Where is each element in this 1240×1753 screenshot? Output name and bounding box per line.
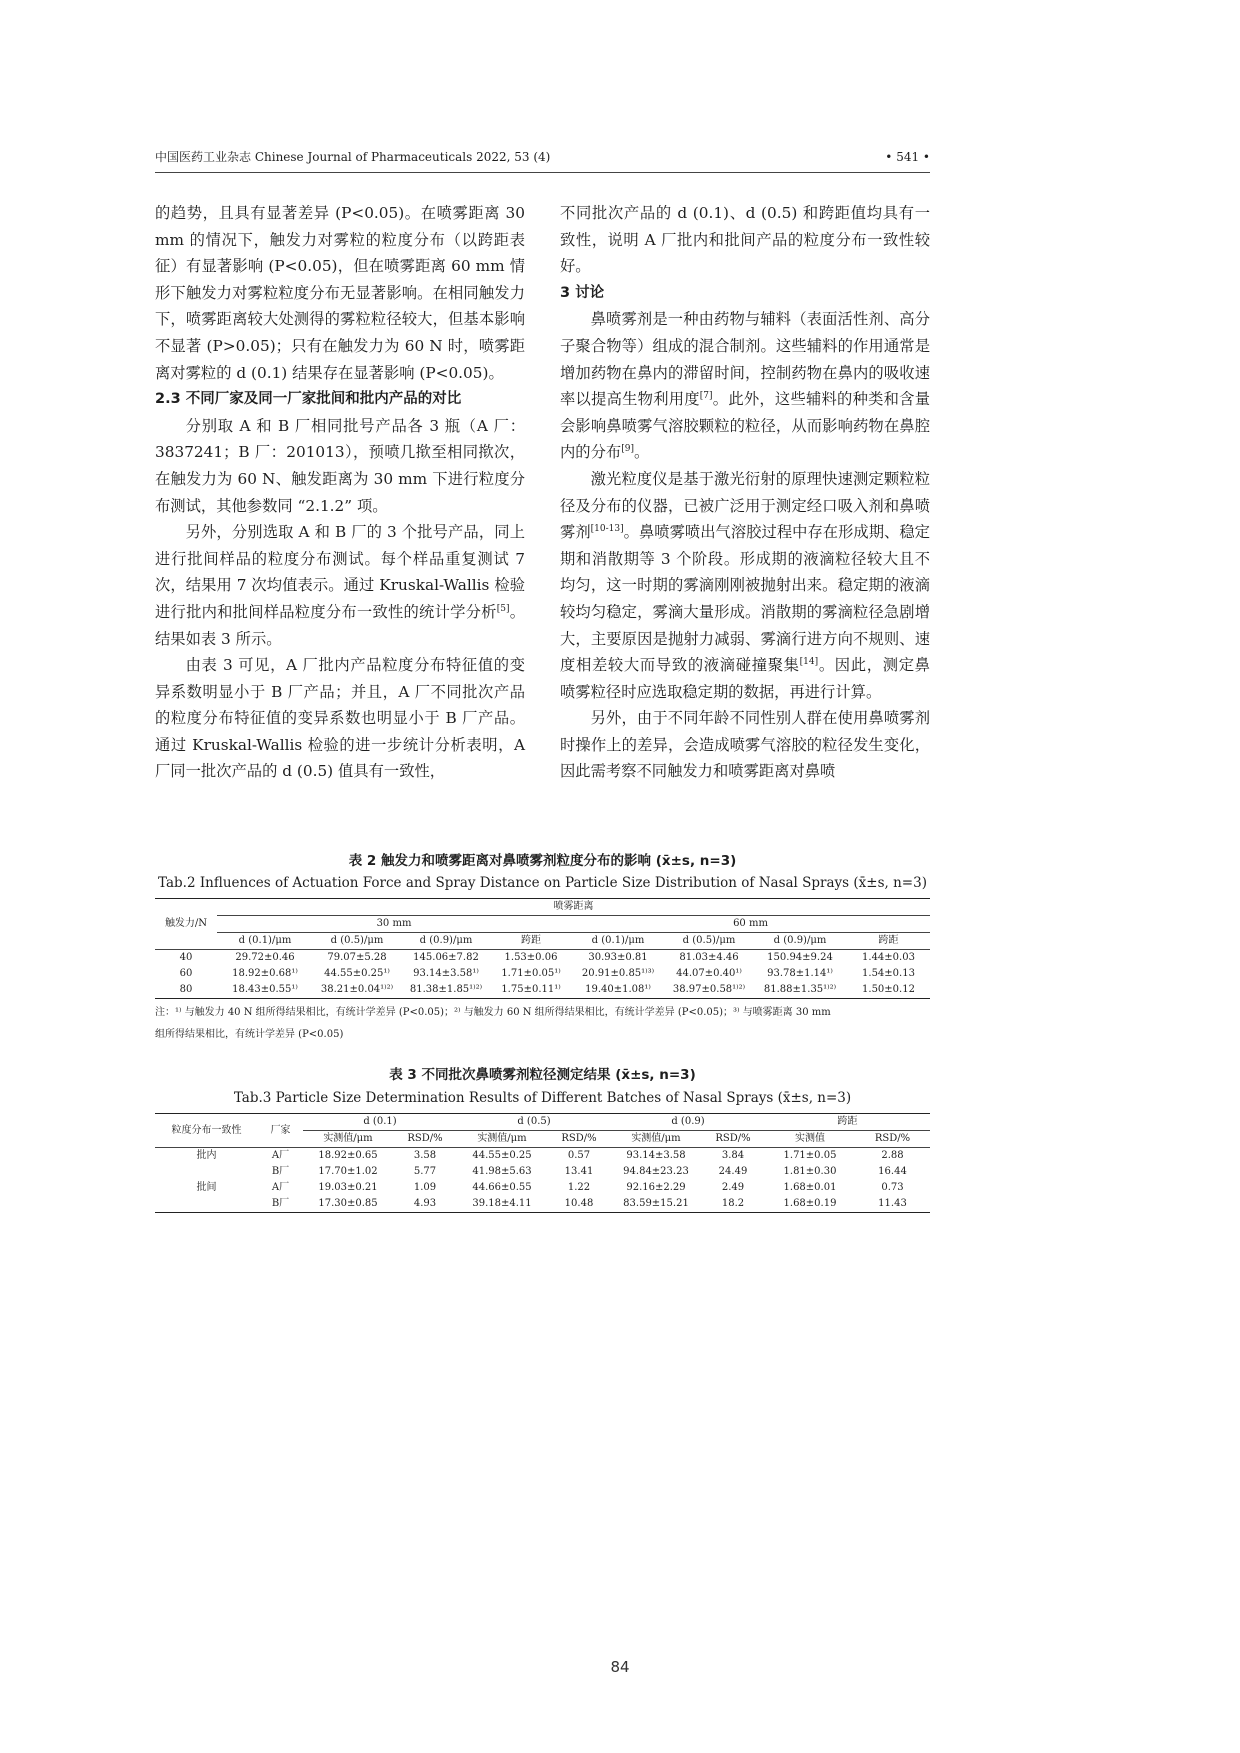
- table3-subheader: 实测值: [765, 1131, 855, 1148]
- table3-title-cn: 表 3 不同批次鼻喷雾剂粒径测定结果 (x̄±s, n=3): [389, 1067, 696, 1083]
- table-cell: 81.03±4.46: [679, 952, 739, 963]
- table-cell: 1.44±0.03: [862, 952, 915, 963]
- table-row: [155, 1164, 930, 1180]
- citation-ref: [5]: [496, 603, 510, 614]
- table3-group-span: 跨距: [765, 1114, 930, 1131]
- table-cell: 批内: [196, 1150, 217, 1161]
- table-cell: 16.44: [878, 1166, 907, 1177]
- journal-citation: 中国医药工业杂志 Chinese Journal of Pharmaceuticals 2022, 53 (4): [155, 150, 551, 164]
- table-cell: 3.58: [413, 1150, 437, 1161]
- table-cell: 1.53±0.06: [504, 952, 558, 963]
- table-cell: 93.78±1.14¹⁾: [767, 968, 833, 979]
- table-cell: 1.09: [413, 1182, 437, 1193]
- table-cell: 4.93: [393, 1196, 457, 1213]
- table-cell: 93.14±3.58¹⁾: [413, 968, 479, 979]
- table-cell: 40: [179, 952, 193, 963]
- table3-group-d05: d (0.5): [457, 1114, 611, 1131]
- table-cell: 11.43: [855, 1196, 930, 1213]
- table2-subheader: 跨距: [491, 933, 571, 950]
- table-cell: 81.38±1.85¹⁾²⁾: [401, 982, 491, 999]
- left-column: [155, 200, 525, 785]
- table2: [155, 898, 930, 999]
- table2-note: [155, 1002, 930, 1046]
- table-cell: 1.75±0.11¹⁾: [491, 982, 571, 999]
- right-paragraph-3-text: 激光粒度仪是基于激光衍射的原理快速测定颗粒粒径及分布的仪器，已被广泛用于测定经口吸入剂和鼻喷雾剂: [560, 469, 930, 542]
- table-cell: 批间: [196, 1182, 217, 1193]
- table3-title-en: Tab.3 Particle Size Determination Results of Different Batches of Nasal Sprays (x̄±s, n=3): [233, 1090, 852, 1106]
- table-row: [155, 1148, 930, 1165]
- table-cell: 1.54±0.13: [862, 968, 915, 979]
- table-cell: 1.71±0.05¹⁾: [501, 968, 561, 979]
- table3-header-consistency: 粒度分布一致性: [155, 1114, 258, 1148]
- right-paragraph-3: [560, 466, 930, 705]
- table-cell: 83.59±15.21: [611, 1196, 701, 1213]
- right-paragraph-1: 不同批次产品的 d (0.1)、d (0.5) 和跨距值均具有一致性，说明 A 厂批内和批间产品的粒度分布一致性较好。: [560, 204, 930, 276]
- table-cell: 5.77: [413, 1166, 437, 1177]
- table-cell: 3.84: [721, 1150, 745, 1161]
- table-cell: 92.16±2.29: [626, 1182, 686, 1193]
- table-cell: 1.50±0.12: [847, 982, 930, 999]
- table-cell: 18.2: [701, 1196, 765, 1213]
- table2-header-force: 触发力/N: [155, 899, 217, 950]
- table-cell: A厂: [271, 1150, 290, 1161]
- table-cell: 44.55±0.25: [472, 1150, 532, 1161]
- journal-page-number: • 541 •: [885, 150, 930, 164]
- table2-subheader: 跨距: [847, 933, 930, 950]
- table3-subheader: 实测值/μm: [303, 1131, 393, 1148]
- table-cell: [155, 1196, 258, 1213]
- table-cell: 0.73: [881, 1182, 904, 1193]
- table3-group-d09: d (0.9): [611, 1114, 765, 1131]
- table-cell: 145.06±7.82: [413, 952, 479, 963]
- table-cell: 39.18±4.11: [457, 1196, 547, 1213]
- pdf-page-number: 84: [610, 1658, 630, 1676]
- table3-subheader: RSD/%: [393, 1131, 457, 1148]
- table3-group-d01: d (0.1): [303, 1114, 457, 1131]
- table-row: [155, 966, 930, 982]
- left-paragraph-2: 分别取 A 和 B 厂相同批号产品各 3 瓶（A 厂：3837241；B 厂：201013），预喷几揿至相同揿次，在触发力为 60 N、触发距离为 30 mm 下进行粒度分布测试，其他参数同 “2.1.2” 项。: [155, 416, 525, 515]
- table-cell: 79.07±5.28: [327, 952, 387, 963]
- table-cell: 18.92±0.68¹⁾: [232, 968, 298, 979]
- table-cell: 29.72±0.46: [235, 952, 295, 963]
- table-cell: 18.43±0.55¹⁾: [217, 982, 313, 999]
- table2-subheader: d (0.5)/μm: [665, 933, 753, 950]
- table2-note-line-2: 组所得结果相比，有统计学差异 (P<0.05): [155, 1029, 344, 1040]
- table-cell: 1.22: [567, 1182, 591, 1193]
- table2-title-cn: 表 2 触发力和喷雾距离对鼻喷雾剂粒度分布的影响 (x̄±s, n=3): [348, 853, 737, 869]
- table-cell: 18.92±0.65: [318, 1150, 378, 1161]
- table3: [155, 1113, 930, 1213]
- right-paragraph-3-tail: 。因此，测定鼻喷雾粒径时应选取稳定期的数据，再进行计算。: [560, 656, 930, 701]
- left-paragraph-4: 由表 3 可见，A 厂批内产品粒度分布特征值的变异系数明显小于 B 厂产品；并且，A 厂不同批次产品的粒度分布特征值的变异系数也明显小于 B 厂产品。通过 Kruskal-Wallis 检验的进一步统计分析表明，A 厂同一批次产品的 d (0.5) 值具有一致性，: [155, 656, 525, 781]
- table-cell: 38.97±0.58¹⁾²⁾: [665, 982, 753, 999]
- running-header: [155, 148, 930, 168]
- table-cell: 80: [155, 982, 217, 999]
- table-cell: 19.40±1.08¹⁾: [571, 982, 665, 999]
- table-cell: 150.94±9.24: [767, 952, 833, 963]
- table-row: [155, 982, 930, 999]
- table-row: [155, 950, 930, 967]
- table2-body: [155, 950, 930, 999]
- table2-subheader: d (0.9)/μm: [753, 933, 847, 950]
- left-paragraph-1: 的趋势，且具有显著差异 (P<0.05)。在喷雾距离 30 mm 的情况下，触发力对雾粒的粒度分布（以跨距表征）有显著影响 (P<0.05)，但在喷雾距离 60 mm 情形下触发力对雾粒粒度分布无显著影响。在相同触发力下，喷雾距离较大处测得的雾粒粒径较大，但基本影响不显著 (P>0.05)；只有在触发力为 60 N 时，喷雾距离对雾粒的 d (0.1) 结果存在显著影响 (P<0.05)。: [155, 204, 525, 382]
- right-paragraph-2-mid: 。此外，这些辅料的种类和含量会影响鼻喷雾气溶胶颗粒的粒径，从而影响药物在鼻腔内的分布: [560, 390, 930, 462]
- table2-subheader: d (0.1)/μm: [217, 933, 313, 950]
- table3-body: [155, 1148, 930, 1213]
- citation-ref: [7]: [699, 391, 713, 402]
- right-paragraph-3-mid: 。鼻喷雾喷出气溶胶过程中存在形成期、稳定期和消散期等 3 个阶段。形成期的液滴粒径较大且不均匀，这一时期的雾滴刚刚被抛射出来。稳定期的液滴较均匀稳定，雾滴大量形成。消散期的雾滴粒径急剧增大，主要原因是抛射力减弱、雾滴行进方向不规则、速度相差较大而导致的液滴碰撞聚集: [560, 523, 930, 675]
- table-cell: 94.84±23.23: [623, 1166, 689, 1177]
- table-cell: 10.48: [547, 1196, 611, 1213]
- table3-subheader: 实测值/μm: [611, 1131, 701, 1148]
- section-heading-2-3: 2.3 不同厂家及同一厂家批间和批内产品的对比: [155, 391, 462, 408]
- table-cell: B厂: [258, 1196, 303, 1213]
- citation-ref: [14]: [799, 657, 819, 667]
- table3-header-factory: 厂家: [258, 1114, 303, 1148]
- table-cell: 38.21±0.04¹⁾²⁾: [313, 982, 401, 999]
- table-cell: 30.93±0.81: [588, 952, 648, 963]
- right-column: [560, 200, 930, 785]
- citation-ref: [10-13]: [590, 524, 624, 535]
- table-cell: 93.14±3.58: [626, 1150, 686, 1161]
- table2-group-60mm: 60 mm: [571, 916, 930, 933]
- table-cell: 2.49: [721, 1182, 745, 1193]
- table2-title-en: Tab.2 Influences of Actuation Force and Spray Distance on Particle Size Distribution of Nasal Sprays (x̄±s, n=3): [158, 875, 927, 891]
- table3-subheader: RSD/%: [701, 1131, 765, 1148]
- table-cell: 0.57: [567, 1150, 591, 1161]
- table3-subheader: 实测值/μm: [457, 1131, 547, 1148]
- table-cell: 1.71±0.05: [783, 1150, 837, 1161]
- left-paragraph-3-text: 另外，分别选取 A 和 B 厂的 3 个批号产品，同上进行批间样品的粒度分布测试。每个样品重复测试 7 次，结果用 7 次均值表示。通过 Kruskal-Wallis 检验进行批内和批间样品粒度分布一致性的统计学分析: [155, 523, 525, 621]
- table-cell: 17.30±0.85: [303, 1196, 393, 1213]
- right-paragraph-4: 另外，由于不同年龄不同性别人群在使用鼻喷雾剂时操作上的差异，会造成喷雾气溶胶的粒径发生变化，因此需考察不同触发力和喷雾距离对鼻喷: [560, 709, 930, 781]
- table-cell: 44.66±0.55: [472, 1182, 532, 1193]
- right-paragraph-2-text: 鼻喷雾剂是一种由药物与辅料（表面活性剂、高分子聚合物等）组成的混合制剂。这些辅料的作用通常是增加药物在鼻内的滞留时间，控制药物在鼻内的吸收速率以提高生物利用度: [560, 310, 930, 409]
- table-cell: 19.03±0.21: [318, 1182, 378, 1193]
- table-cell: 13.41: [564, 1166, 594, 1177]
- table-cell: 41.98±5.63: [472, 1166, 532, 1177]
- table-cell: 60: [179, 968, 193, 979]
- table2-subheader: d (0.9)/μm: [401, 933, 491, 950]
- table-cell: 20.91±0.85¹⁾³⁾: [581, 968, 655, 979]
- section-heading-3: 3 讨论: [560, 284, 605, 301]
- table-cell: 44.55±0.25¹⁾: [324, 968, 390, 979]
- table-cell: 24.49: [718, 1166, 748, 1177]
- table-cell: 2.88: [881, 1150, 904, 1161]
- table3-subheader: RSD/%: [855, 1131, 930, 1148]
- table2-group-30mm: 30 mm: [217, 916, 571, 933]
- table-cell: B厂: [271, 1166, 290, 1177]
- right-paragraph-2: [560, 306, 930, 466]
- table-cell: 81.88±1.35¹⁾²⁾: [753, 982, 847, 999]
- table2-subheader: d (0.1)/μm: [571, 933, 665, 950]
- table-cell: 1.81±0.30: [783, 1166, 837, 1177]
- table-cell: 1.68±0.01: [783, 1182, 837, 1193]
- table2-note-line-1: 注：¹⁾ 与触发力 40 N 组所得结果相比，有统计学差异 (P<0.05)；²⁾ 与触发力 60 N 组所得结果相比，有统计学差异 (P<0.05)；³⁾ 与喷雾距离 30 mm: [155, 1007, 831, 1018]
- table-cell: [155, 1164, 258, 1180]
- table-row: [155, 1196, 930, 1213]
- table2-header-distance: 喷雾距离: [217, 899, 930, 916]
- citation-ref: [9]: [621, 444, 634, 455]
- table2-subheader: d (0.5)/μm: [313, 933, 401, 950]
- table-cell: 1.68±0.19: [765, 1196, 855, 1213]
- table-row: [155, 1180, 930, 1196]
- header-rule: [155, 172, 930, 173]
- table2-subheader-row: [155, 933, 930, 950]
- table3-subheader: RSD/%: [547, 1131, 611, 1148]
- right-paragraph-2-tail: 。: [633, 443, 650, 462]
- left-paragraph-3-tail: 。结果如表 3 所示。: [155, 602, 525, 648]
- table-cell: 44.07±0.40¹⁾: [676, 968, 742, 979]
- table-cell: 17.70±1.02: [318, 1166, 378, 1177]
- left-paragraph-3: [155, 519, 525, 652]
- table-cell: A厂: [271, 1182, 290, 1193]
